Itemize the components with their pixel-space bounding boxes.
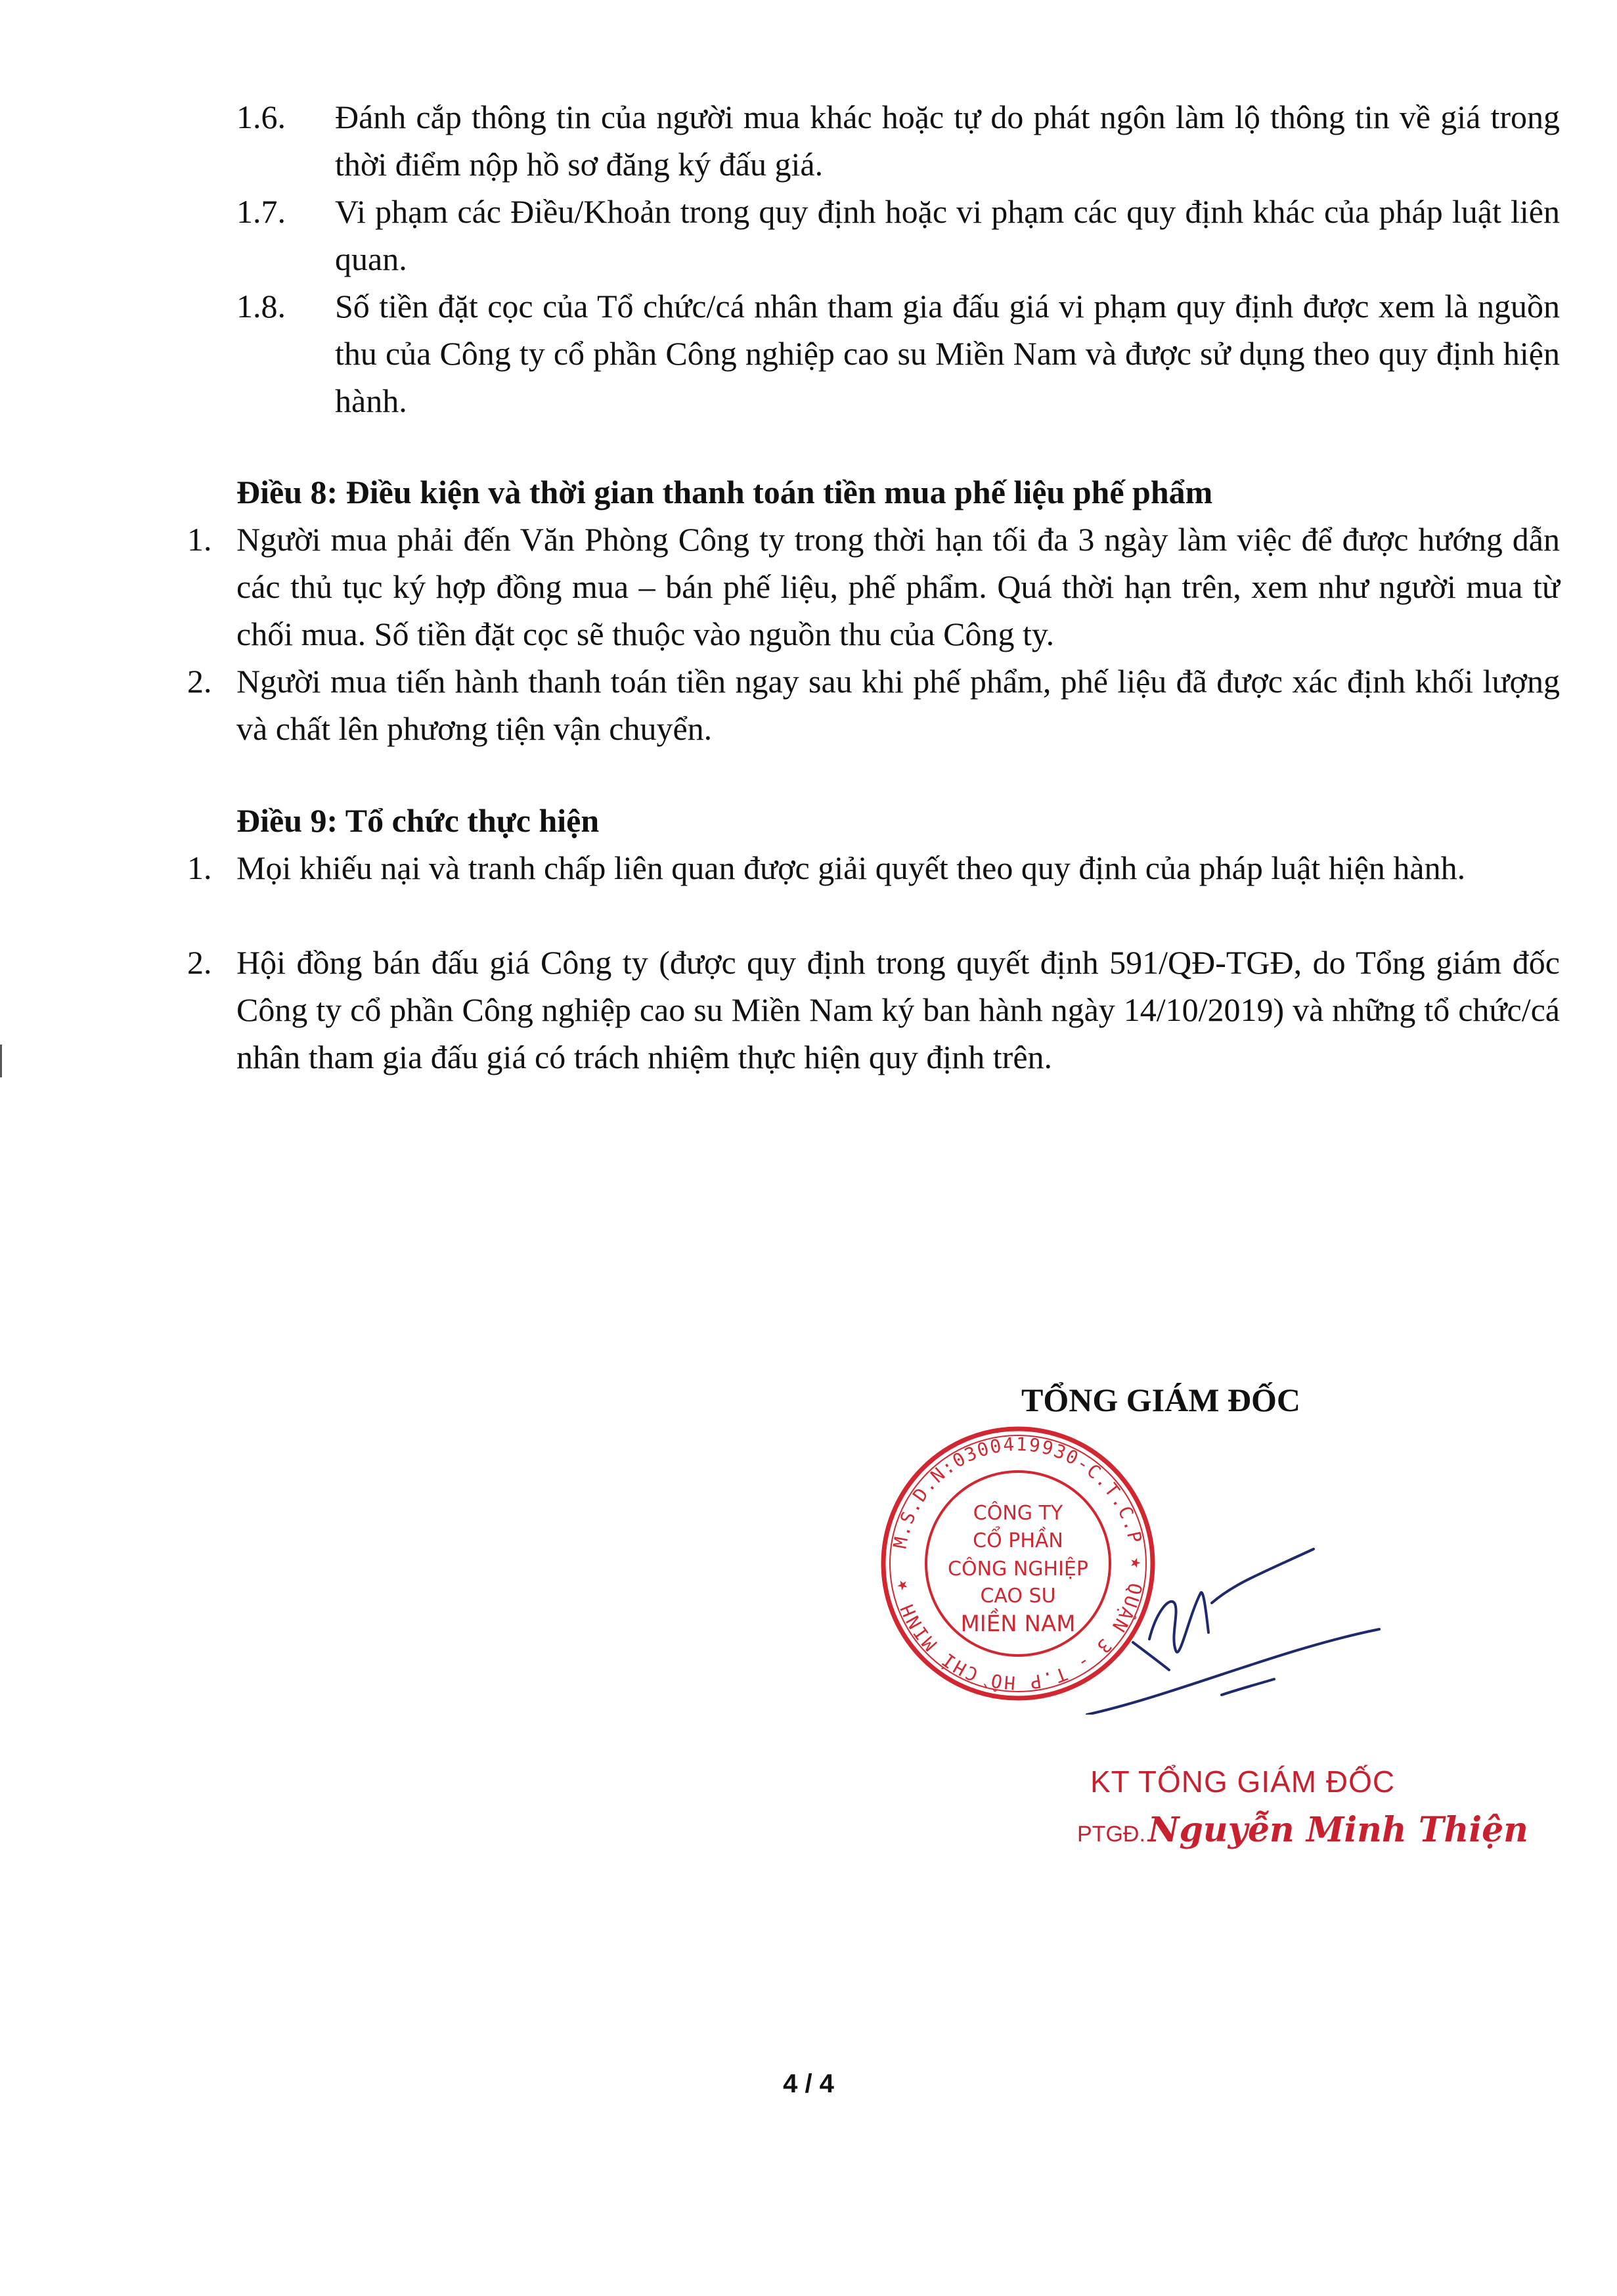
item-text: Hội đồng bán đấu giá Công ty (được quy định trong quyết định 591/QĐ-TGĐ, do Tổng giám đốc Công ty cổ phần Công nghiệp cao su Miền Nam ký ban hành ngày 14/10/2019) và những tổ chức/cá nhân tham gia đấu giá có trách nhiệm thực hiện quy định trên. [236, 944, 1560, 1075]
article-9-item-1 [187, 844, 1560, 891]
seal-line: MIỀN NAM [960, 1611, 1076, 1637]
clause-1-6 [236, 93, 1560, 188]
clause-number: 1.6. [236, 99, 286, 135]
seal-line: CAO SU [980, 1585, 1056, 1608]
ptgd-signer-name: Nguyễn Minh Thiện [1147, 1810, 1528, 1850]
article-9-item-2 [187, 939, 1560, 1081]
item-number: 1. [187, 521, 212, 558]
seal-outer-text: M.S.D.N:0300419930-C.T.C.P ★ QUẬN 3 - T.P HỒ CHÍ MINH ★ [889, 1433, 1149, 1694]
clause-1-7 [236, 188, 1560, 282]
item-number: 1. [187, 849, 212, 886]
clause-1-8 [236, 282, 1560, 424]
scan-edge-mark [0, 1045, 2, 1077]
item-text: Người mua tiến hành thanh toán tiền ngay sau khi phế phẩm, phế liệu đã được xác định khối lượng và chất lên phương tiện vận chuyển. [236, 663, 1560, 747]
seal-line: CÔNG TY [973, 1502, 1063, 1525]
clause-number: 1.7. [236, 193, 286, 230]
article-8-item-1 [187, 516, 1560, 658]
seal-line: CÔNG NGHIỆP [948, 1558, 1088, 1581]
clause-text: Vi phạm các Điều/Khoản trong quy định hoặc vi phạm các quy định khác của pháp luật liên quan. [335, 193, 1560, 277]
seal-line: CỔ PHẦN [973, 1529, 1063, 1552]
article-8-heading: Điều 8: Điều kiện và thời gian thanh toán tiền mua phế liệu phế phẩm [236, 474, 1213, 510]
ptgd-prefix: PTGĐ. [1077, 1822, 1145, 1847]
clause-number: 1.8. [236, 288, 286, 325]
item-number: 2. [187, 944, 212, 981]
ptgd-signer-line [1077, 1810, 1528, 1850]
signature-title: TỔNG GIÁM ĐỐC [1021, 1382, 1300, 1418]
page-number: 4 / 4 [783, 2069, 834, 2098]
clause-text: Số tiền đặt cọc của Tổ chức/cá nhân tham gia đấu giá vi phạm quy định được xem là nguồn thu của Công ty cổ phần Công nghiệp cao su Miền Nam và được sử dụng theo quy định hiện hành. [335, 288, 1560, 419]
article-9-heading: Điều 9: Tổ chức thực hiện [236, 802, 600, 839]
handwritten-signature [1025, 1498, 1392, 1715]
item-number: 2. [187, 663, 212, 700]
article-8-item-2 [187, 658, 1560, 752]
item-text: Mọi khiếu nại và tranh chấp liên quan được giải quyết theo quy định của pháp luật hiện hành. [236, 849, 1466, 886]
kt-signer-title: KT TỔNG GIÁM ĐỐC [1090, 1765, 1396, 1799]
item-text: Người mua phải đến Văn Phòng Công ty trong thời hạn tối đa 3 ngày làm việc để được hướng dẫn các thủ tục ký hợp đồng mua – bán phế liệu, phế phẩm. Quá thời hạn trên, xem như người mua từ chối mua. Số tiền đặt cọc sẽ thuộc vào nguồn thu của Công ty. [236, 521, 1560, 652]
clause-text: Đánh cắp thông tin của người mua khác hoặc tự do phát ngôn làm lộ thông tin về giá trong thời điểm nộp hồ sơ đăng ký đấu giá. [335, 99, 1560, 183]
